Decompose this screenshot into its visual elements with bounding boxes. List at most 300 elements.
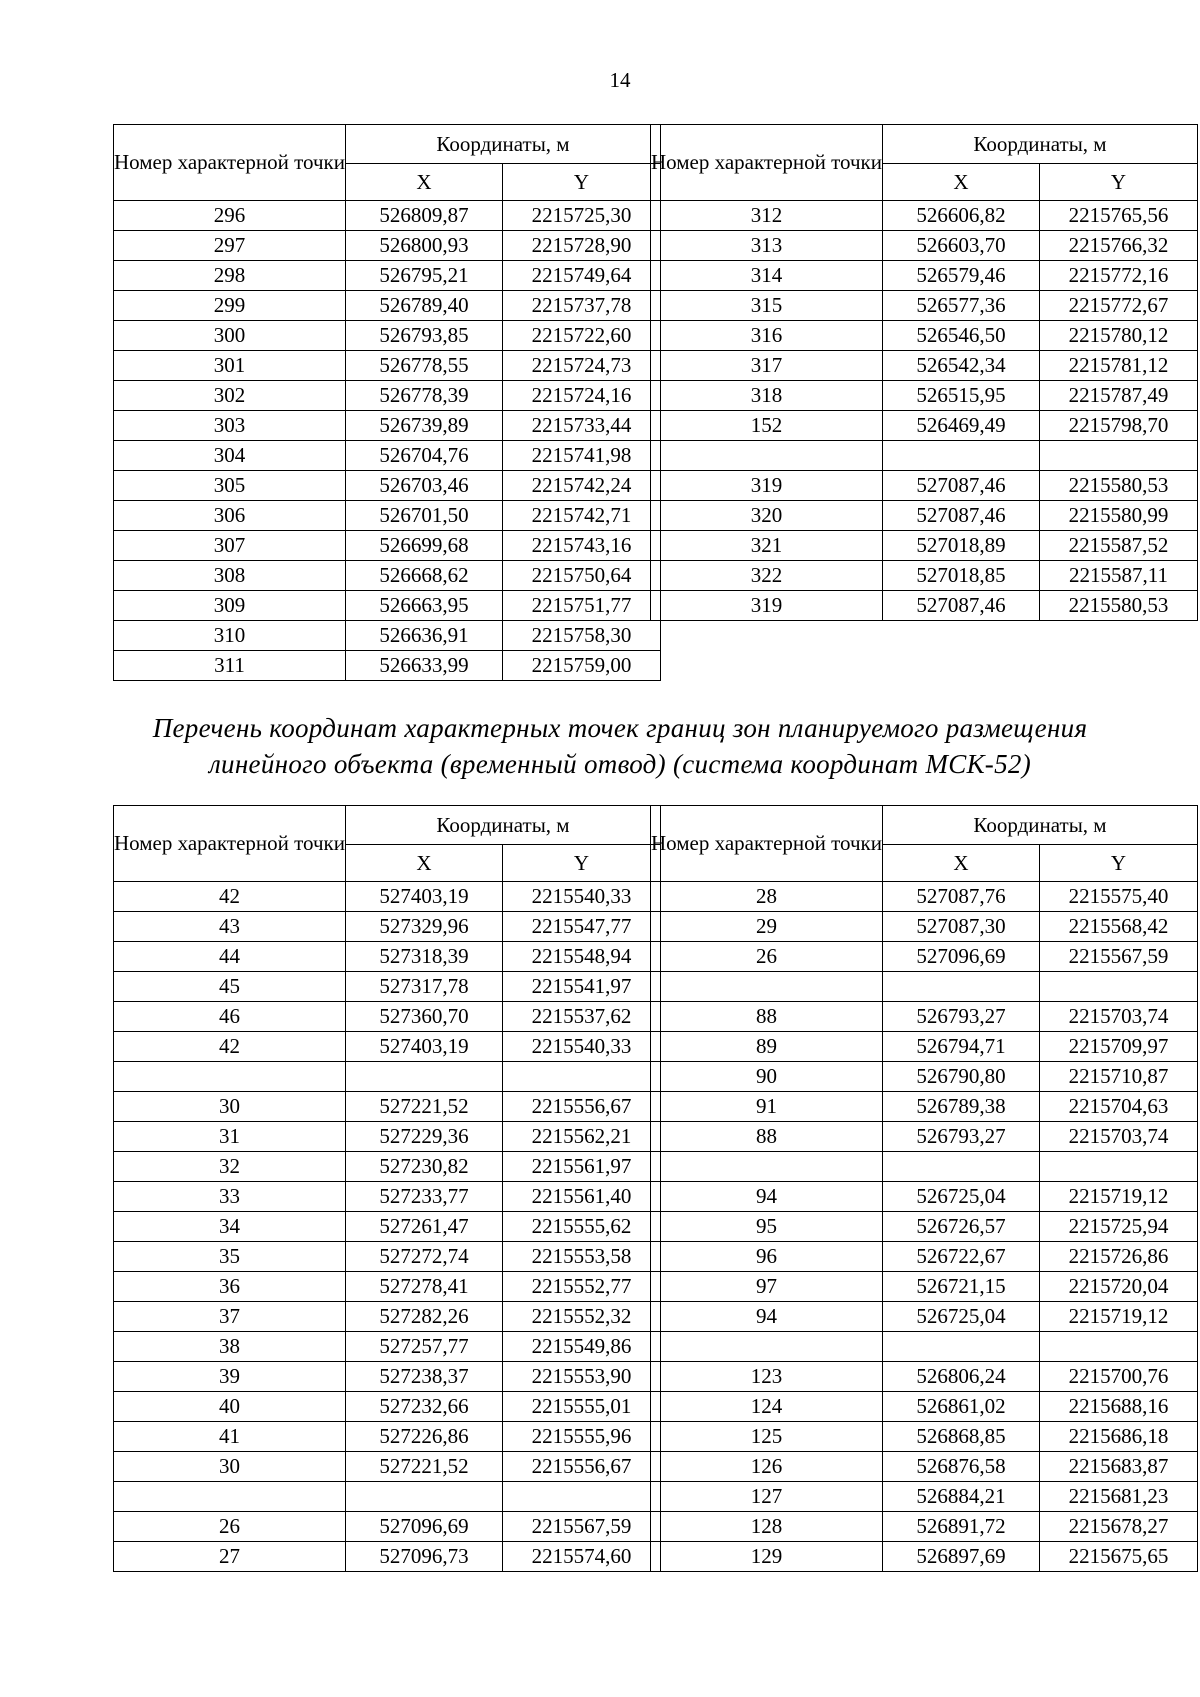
table-row xyxy=(651,1332,1198,1362)
x-coordinate-cell: 527221,52 xyxy=(346,1092,503,1122)
table-row xyxy=(114,912,661,942)
x-coordinate-cell: 526603,70 xyxy=(883,231,1040,261)
y-coordinate-cell: 2215781,12 xyxy=(1040,351,1198,381)
table-row xyxy=(114,411,661,441)
x-coordinate-cell: 527403,19 xyxy=(346,882,503,912)
y-coordinate-cell: 2215580,53 xyxy=(1040,471,1198,501)
y-coordinate-cell: 2215555,01 xyxy=(503,1392,661,1422)
y-coordinate-cell: 2215587,52 xyxy=(1040,531,1198,561)
table-row xyxy=(114,1332,661,1362)
point-number-cell xyxy=(114,1482,346,1512)
x-coordinate-cell: 526891,72 xyxy=(883,1512,1040,1542)
table-row xyxy=(114,1392,661,1422)
x-coordinate-cell: 527087,30 xyxy=(883,912,1040,942)
point-number-cell: 35 xyxy=(114,1242,346,1272)
x-coordinate-cell: 527403,19 xyxy=(346,1032,503,1062)
point-number-cell: 39 xyxy=(114,1362,346,1392)
x-coordinate-cell: 527230,82 xyxy=(346,1152,503,1182)
x-coordinate-cell xyxy=(883,1152,1040,1182)
y-coordinate-cell: 2215704,63 xyxy=(1040,1092,1198,1122)
x-coordinate-cell xyxy=(883,441,1040,471)
point-number-cell: 94 xyxy=(651,1182,883,1212)
x-coordinate-cell: 526721,15 xyxy=(883,1272,1040,1302)
point-number-cell: 313 xyxy=(651,231,883,261)
table-row xyxy=(651,1242,1198,1272)
y-coordinate-cell: 2215562,21 xyxy=(503,1122,661,1152)
x-coordinate-cell: 527318,39 xyxy=(346,942,503,972)
table-row xyxy=(651,441,1198,471)
y-coordinate-cell: 2215759,00 xyxy=(503,651,661,681)
point-number-cell: 300 xyxy=(114,321,346,351)
header-coordinates: Координаты, м xyxy=(346,125,661,164)
table-row xyxy=(651,561,1198,591)
point-number-cell: 152 xyxy=(651,411,883,441)
table-row xyxy=(114,501,661,531)
x-coordinate-cell: 527238,37 xyxy=(346,1362,503,1392)
table-row xyxy=(114,1542,661,1572)
x-coordinate-cell: 527096,69 xyxy=(883,942,1040,972)
coordinates-table-4 xyxy=(650,805,1198,1572)
table-row xyxy=(114,1122,661,1152)
point-number-cell: 43 xyxy=(114,912,346,942)
y-coordinate-cell: 2215751,77 xyxy=(503,591,661,621)
table-row xyxy=(114,1422,661,1452)
y-coordinate-cell: 2215568,42 xyxy=(1040,912,1198,942)
y-coordinate-cell: 2215547,77 xyxy=(503,912,661,942)
table-row xyxy=(651,1182,1198,1212)
x-coordinate-cell: 526703,46 xyxy=(346,471,503,501)
table-row xyxy=(651,1392,1198,1422)
table-row xyxy=(114,351,661,381)
y-coordinate-cell: 2215719,12 xyxy=(1040,1182,1198,1212)
y-coordinate-cell: 2215555,96 xyxy=(503,1422,661,1452)
table-row xyxy=(114,1002,661,1032)
x-coordinate-cell: 526701,50 xyxy=(346,501,503,531)
point-number-cell: 317 xyxy=(651,351,883,381)
point-number-cell: 96 xyxy=(651,1242,883,1272)
y-coordinate-cell: 2215743,16 xyxy=(503,531,661,561)
y-coordinate-cell: 2215541,97 xyxy=(503,972,661,1002)
table-row xyxy=(651,912,1198,942)
point-number-cell: 94 xyxy=(651,1302,883,1332)
table-row xyxy=(651,1152,1198,1182)
table-row xyxy=(114,291,661,321)
table-row xyxy=(114,1092,661,1122)
header-y: Y xyxy=(503,845,661,882)
y-coordinate-cell: 2215567,59 xyxy=(1040,942,1198,972)
y-coordinate-cell: 2215703,74 xyxy=(1040,1002,1198,1032)
section-title-line-2: линейного объекта (временный отвод) (система координат МСК-52) xyxy=(208,749,1031,779)
point-number-cell: 128 xyxy=(651,1512,883,1542)
y-coordinate-cell: 2215537,62 xyxy=(503,1002,661,1032)
x-coordinate-cell: 527232,66 xyxy=(346,1392,503,1422)
x-coordinate-cell: 526722,67 xyxy=(883,1242,1040,1272)
point-number-cell xyxy=(114,1062,346,1092)
x-coordinate-cell: 527257,77 xyxy=(346,1332,503,1362)
x-coordinate-cell: 527018,89 xyxy=(883,531,1040,561)
y-coordinate-cell: 2215733,44 xyxy=(503,411,661,441)
header-point-number: Номер характерной точки xyxy=(651,125,883,201)
x-coordinate-cell: 526789,40 xyxy=(346,291,503,321)
header-coordinates: Координаты, м xyxy=(346,806,661,845)
y-coordinate-cell: 2215561,97 xyxy=(503,1152,661,1182)
y-coordinate-cell: 2215765,56 xyxy=(1040,201,1198,231)
point-number-cell: 319 xyxy=(651,591,883,621)
x-coordinate-cell: 527018,85 xyxy=(883,561,1040,591)
point-number-cell: 296 xyxy=(114,201,346,231)
y-coordinate-cell: 2215540,33 xyxy=(503,882,661,912)
y-coordinate-cell: 2215750,64 xyxy=(503,561,661,591)
x-coordinate-cell: 527226,86 xyxy=(346,1422,503,1452)
coordinates-table-3 xyxy=(113,805,661,1572)
point-number-cell: 307 xyxy=(114,531,346,561)
y-coordinate-cell: 2215709,97 xyxy=(1040,1032,1198,1062)
table-row xyxy=(651,972,1198,1002)
x-coordinate-cell: 526790,80 xyxy=(883,1062,1040,1092)
y-coordinate-cell: 2215726,86 xyxy=(1040,1242,1198,1272)
y-coordinate-cell: 2215675,65 xyxy=(1040,1542,1198,1572)
x-coordinate-cell: 526793,27 xyxy=(883,1122,1040,1152)
x-coordinate-cell: 526636,91 xyxy=(346,621,503,651)
point-number-cell: 306 xyxy=(114,501,346,531)
point-number-cell: 46 xyxy=(114,1002,346,1032)
header-y: Y xyxy=(1040,164,1198,201)
table-row xyxy=(114,621,661,651)
table-row xyxy=(651,411,1198,441)
table-row xyxy=(114,381,661,411)
table-row xyxy=(651,1092,1198,1122)
x-coordinate-cell: 526725,04 xyxy=(883,1182,1040,1212)
y-coordinate-cell: 2215700,76 xyxy=(1040,1362,1198,1392)
y-coordinate-cell: 2215540,33 xyxy=(503,1032,661,1062)
y-coordinate-cell: 2215553,58 xyxy=(503,1242,661,1272)
y-coordinate-cell: 2215552,32 xyxy=(503,1302,661,1332)
y-coordinate-cell: 2215703,74 xyxy=(1040,1122,1198,1152)
header-y: Y xyxy=(503,164,661,201)
table-row xyxy=(114,471,661,501)
table-row xyxy=(651,1272,1198,1302)
y-coordinate-cell: 2215741,98 xyxy=(503,441,661,471)
table-row xyxy=(114,1452,661,1482)
x-coordinate-cell: 526633,99 xyxy=(346,651,503,681)
y-coordinate-cell: 2215567,59 xyxy=(503,1512,661,1542)
point-number-cell: 129 xyxy=(651,1542,883,1572)
table-row xyxy=(651,351,1198,381)
x-coordinate-cell: 527329,96 xyxy=(346,912,503,942)
table-row xyxy=(651,1482,1198,1512)
y-coordinate-cell: 2215787,49 xyxy=(1040,381,1198,411)
header-x: X xyxy=(346,845,503,882)
x-coordinate-cell: 526515,95 xyxy=(883,381,1040,411)
table-row xyxy=(114,1482,661,1512)
y-coordinate-cell: 2215561,40 xyxy=(503,1182,661,1212)
table-row xyxy=(651,201,1198,231)
x-coordinate-cell: 526725,04 xyxy=(883,1302,1040,1332)
coordinates-table-2 xyxy=(650,124,1198,621)
x-coordinate-cell: 526861,02 xyxy=(883,1392,1040,1422)
y-coordinate-cell: 2215549,86 xyxy=(503,1332,661,1362)
table-row xyxy=(114,231,661,261)
x-coordinate-cell: 526778,55 xyxy=(346,351,503,381)
point-number-cell: 125 xyxy=(651,1422,883,1452)
x-coordinate-cell: 527272,74 xyxy=(346,1242,503,1272)
x-coordinate-cell: 526884,21 xyxy=(883,1482,1040,1512)
table-row xyxy=(651,321,1198,351)
table-row xyxy=(651,1032,1198,1062)
point-number-cell xyxy=(651,972,883,1002)
table-row xyxy=(114,1182,661,1212)
point-number-cell: 88 xyxy=(651,1122,883,1152)
point-number-cell: 319 xyxy=(651,471,883,501)
x-coordinate-cell: 526795,21 xyxy=(346,261,503,291)
table-row xyxy=(114,1152,661,1182)
x-coordinate-cell: 526778,39 xyxy=(346,381,503,411)
y-coordinate-cell: 2215720,04 xyxy=(1040,1272,1198,1302)
table-row xyxy=(114,441,661,471)
x-coordinate-cell: 527087,76 xyxy=(883,882,1040,912)
y-coordinate-cell: 2215555,62 xyxy=(503,1212,661,1242)
y-coordinate-cell: 2215719,12 xyxy=(1040,1302,1198,1332)
y-coordinate-cell: 2215780,12 xyxy=(1040,321,1198,351)
x-coordinate-cell: 526897,69 xyxy=(883,1542,1040,1572)
table-row xyxy=(651,1362,1198,1392)
y-coordinate-cell: 2215553,90 xyxy=(503,1362,661,1392)
y-coordinate-cell: 2215556,67 xyxy=(503,1452,661,1482)
x-coordinate-cell: 526809,87 xyxy=(346,201,503,231)
y-coordinate-cell: 2215724,16 xyxy=(503,381,661,411)
point-number-cell: 302 xyxy=(114,381,346,411)
table-row xyxy=(651,231,1198,261)
x-coordinate-cell xyxy=(883,1332,1040,1362)
table-row xyxy=(114,651,661,681)
point-number-cell: 38 xyxy=(114,1332,346,1362)
point-number-cell: 308 xyxy=(114,561,346,591)
header-point-number: Номер характерной точки xyxy=(114,806,346,882)
y-coordinate-cell: 2215574,60 xyxy=(503,1542,661,1572)
y-coordinate-cell: 2215681,23 xyxy=(1040,1482,1198,1512)
x-coordinate-cell: 526546,50 xyxy=(883,321,1040,351)
point-number-cell: 88 xyxy=(651,1002,883,1032)
table-row xyxy=(114,1362,661,1392)
point-number-cell: 301 xyxy=(114,351,346,381)
point-number-cell xyxy=(651,1152,883,1182)
table-row xyxy=(114,591,661,621)
x-coordinate-cell: 526789,38 xyxy=(883,1092,1040,1122)
header-x: X xyxy=(883,164,1040,201)
table-row xyxy=(114,1512,661,1542)
point-number-cell: 97 xyxy=(651,1272,883,1302)
point-number-cell: 95 xyxy=(651,1212,883,1242)
x-coordinate-cell: 527087,46 xyxy=(883,471,1040,501)
table-row xyxy=(651,1002,1198,1032)
x-coordinate-cell: 526668,62 xyxy=(346,561,503,591)
x-coordinate-cell: 526794,71 xyxy=(883,1032,1040,1062)
x-coordinate-cell: 527233,77 xyxy=(346,1182,503,1212)
y-coordinate-cell xyxy=(1040,1152,1198,1182)
x-coordinate-cell xyxy=(346,1482,503,1512)
x-coordinate-cell: 526868,85 xyxy=(883,1422,1040,1452)
point-number-cell xyxy=(651,441,883,471)
table-row xyxy=(651,591,1198,621)
table-row xyxy=(114,882,661,912)
point-number-cell: 127 xyxy=(651,1482,883,1512)
table-row xyxy=(651,1542,1198,1572)
point-number-cell: 321 xyxy=(651,531,883,561)
point-number-cell: 309 xyxy=(114,591,346,621)
x-coordinate-cell: 526577,36 xyxy=(883,291,1040,321)
point-number-cell: 318 xyxy=(651,381,883,411)
table-row xyxy=(114,1242,661,1272)
y-coordinate-cell: 2215686,18 xyxy=(1040,1422,1198,1452)
point-number-cell: 36 xyxy=(114,1272,346,1302)
x-coordinate-cell: 526579,46 xyxy=(883,261,1040,291)
x-coordinate-cell: 527087,46 xyxy=(883,501,1040,531)
point-number-cell: 34 xyxy=(114,1212,346,1242)
table-row xyxy=(114,261,661,291)
x-coordinate-cell xyxy=(346,1062,503,1092)
table-row xyxy=(114,972,661,1002)
table-row xyxy=(651,1452,1198,1482)
x-coordinate-cell: 526726,57 xyxy=(883,1212,1040,1242)
point-number-cell: 320 xyxy=(651,501,883,531)
x-coordinate-cell: 526806,24 xyxy=(883,1362,1040,1392)
point-number-cell: 123 xyxy=(651,1362,883,1392)
table-row xyxy=(114,942,661,972)
x-coordinate-cell: 527261,47 xyxy=(346,1212,503,1242)
table-row xyxy=(651,261,1198,291)
y-coordinate-cell: 2215772,16 xyxy=(1040,261,1198,291)
point-number-cell: 44 xyxy=(114,942,346,972)
header-x: X xyxy=(346,164,503,201)
table-row xyxy=(651,291,1198,321)
y-coordinate-cell: 2215678,27 xyxy=(1040,1512,1198,1542)
y-coordinate-cell xyxy=(1040,441,1198,471)
point-number-cell: 314 xyxy=(651,261,883,291)
table-row xyxy=(114,1032,661,1062)
point-number-cell: 299 xyxy=(114,291,346,321)
table-row xyxy=(114,1212,661,1242)
point-number-cell: 304 xyxy=(114,441,346,471)
y-coordinate-cell: 2215710,87 xyxy=(1040,1062,1198,1092)
y-coordinate-cell: 2215766,32 xyxy=(1040,231,1198,261)
point-number-cell: 89 xyxy=(651,1032,883,1062)
point-number-cell: 40 xyxy=(114,1392,346,1422)
y-coordinate-cell: 2215580,99 xyxy=(1040,501,1198,531)
section-title-line-1: Перечень координат характерных точек границ зон планируемого размещения xyxy=(152,713,1088,743)
y-coordinate-cell: 2215587,11 xyxy=(1040,561,1198,591)
x-coordinate-cell: 527096,69 xyxy=(346,1512,503,1542)
y-coordinate-cell: 2215552,77 xyxy=(503,1272,661,1302)
y-coordinate-cell xyxy=(503,1482,661,1512)
y-coordinate-cell: 2215580,53 xyxy=(1040,591,1198,621)
page-number: 14 xyxy=(609,68,631,92)
y-coordinate-cell: 2215742,24 xyxy=(503,471,661,501)
x-coordinate-cell: 526704,76 xyxy=(346,441,503,471)
point-number-cell: 41 xyxy=(114,1422,346,1452)
point-number-cell: 310 xyxy=(114,621,346,651)
x-coordinate-cell: 527360,70 xyxy=(346,1002,503,1032)
section-title xyxy=(0,710,1200,782)
point-number-cell: 297 xyxy=(114,231,346,261)
table-row xyxy=(651,942,1198,972)
header-y: Y xyxy=(1040,845,1198,882)
point-number-cell: 42 xyxy=(114,1032,346,1062)
y-coordinate-cell: 2215548,94 xyxy=(503,942,661,972)
x-coordinate-cell xyxy=(883,972,1040,1002)
y-coordinate-cell: 2215772,67 xyxy=(1040,291,1198,321)
y-coordinate-cell: 2215575,40 xyxy=(1040,882,1198,912)
table-row xyxy=(114,561,661,591)
point-number-cell: 37 xyxy=(114,1302,346,1332)
point-number-cell: 33 xyxy=(114,1182,346,1212)
table-row xyxy=(114,1062,661,1092)
x-coordinate-cell: 527096,73 xyxy=(346,1542,503,1572)
table-row xyxy=(114,1302,661,1332)
point-number-cell: 303 xyxy=(114,411,346,441)
point-number-cell: 126 xyxy=(651,1452,883,1482)
x-coordinate-cell: 526606,82 xyxy=(883,201,1040,231)
y-coordinate-cell: 2215798,70 xyxy=(1040,411,1198,441)
point-number-cell: 315 xyxy=(651,291,883,321)
point-number-cell: 91 xyxy=(651,1092,883,1122)
point-number-cell: 305 xyxy=(114,471,346,501)
table-row xyxy=(114,321,661,351)
point-number-cell: 90 xyxy=(651,1062,883,1092)
point-number-cell: 31 xyxy=(114,1122,346,1152)
x-coordinate-cell: 526800,93 xyxy=(346,231,503,261)
table-row xyxy=(651,882,1198,912)
table-row xyxy=(114,531,661,561)
header-x: X xyxy=(883,845,1040,882)
point-number-cell: 42 xyxy=(114,882,346,912)
y-coordinate-cell: 2215742,71 xyxy=(503,501,661,531)
table-row xyxy=(651,471,1198,501)
y-coordinate-cell: 2215758,30 xyxy=(503,621,661,651)
point-number-cell: 27 xyxy=(114,1542,346,1572)
y-coordinate-cell: 2215556,67 xyxy=(503,1092,661,1122)
y-coordinate-cell xyxy=(1040,1332,1198,1362)
table-row xyxy=(114,1272,661,1302)
x-coordinate-cell: 526876,58 xyxy=(883,1452,1040,1482)
y-coordinate-cell: 2215683,87 xyxy=(1040,1452,1198,1482)
y-coordinate-cell: 2215724,73 xyxy=(503,351,661,381)
point-number-cell: 29 xyxy=(651,912,883,942)
point-number-cell: 311 xyxy=(114,651,346,681)
table-row xyxy=(651,1212,1198,1242)
table-row xyxy=(651,531,1198,561)
point-number-cell: 45 xyxy=(114,972,346,1002)
x-coordinate-cell: 526542,34 xyxy=(883,351,1040,381)
y-coordinate-cell: 2215728,90 xyxy=(503,231,661,261)
point-number-cell: 30 xyxy=(114,1092,346,1122)
header-point-number: Номер характерной точки xyxy=(114,125,346,201)
y-coordinate-cell: 2215722,60 xyxy=(503,321,661,351)
point-number-cell: 312 xyxy=(651,201,883,231)
point-number-cell: 30 xyxy=(114,1452,346,1482)
point-number-cell: 316 xyxy=(651,321,883,351)
x-coordinate-cell: 526699,68 xyxy=(346,531,503,561)
y-coordinate-cell: 2215688,16 xyxy=(1040,1392,1198,1422)
table-row xyxy=(651,1422,1198,1452)
table-row xyxy=(114,201,661,231)
x-coordinate-cell: 527229,36 xyxy=(346,1122,503,1152)
table-row xyxy=(651,381,1198,411)
y-coordinate-cell: 2215725,30 xyxy=(503,201,661,231)
y-coordinate-cell: 2215737,78 xyxy=(503,291,661,321)
y-coordinate-cell: 2215749,64 xyxy=(503,261,661,291)
point-number-cell xyxy=(651,1332,883,1362)
table-row xyxy=(651,1512,1198,1542)
